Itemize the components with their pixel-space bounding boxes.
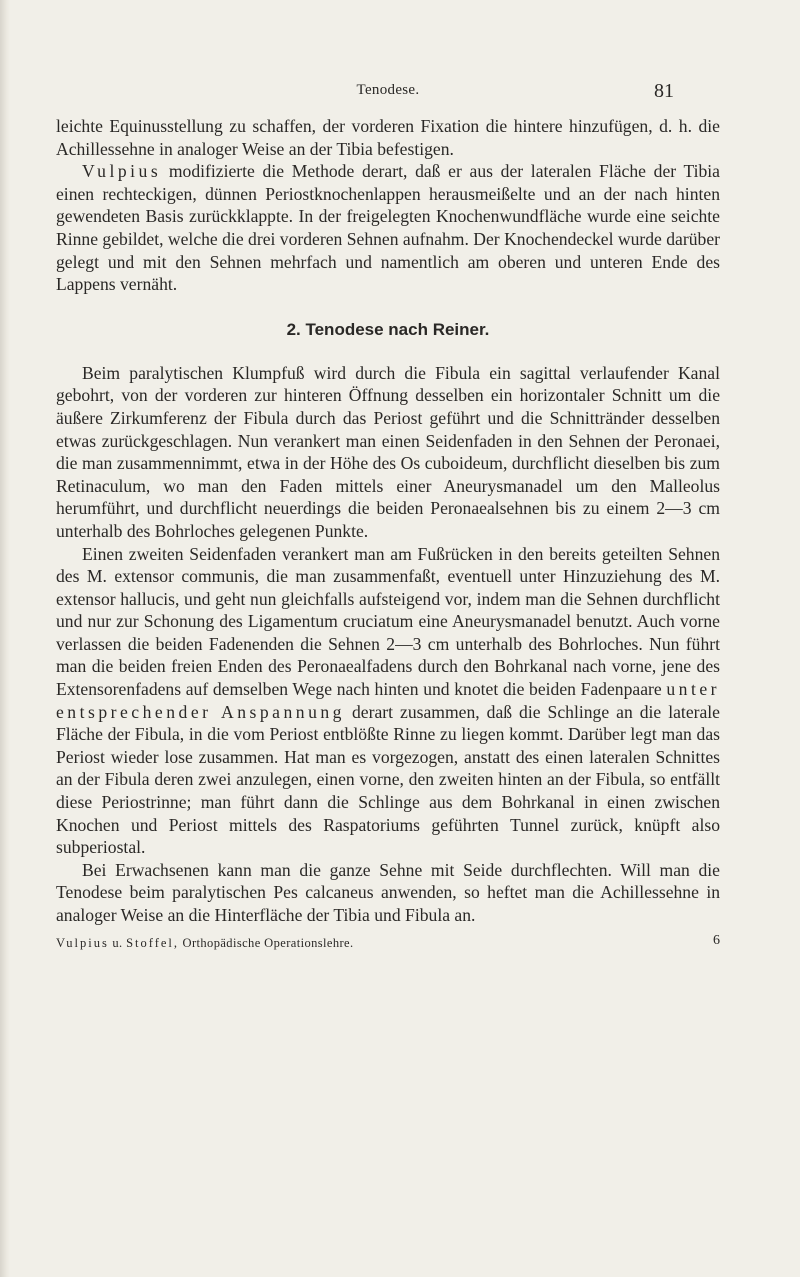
signature-mark: 6 xyxy=(713,932,720,948)
section-heading: 2. Tenodese nach Reiner. xyxy=(286,319,490,339)
emphasized-phrase: unter entsprechender Anspannung xyxy=(56,679,720,722)
page-body xyxy=(56,115,720,953)
footer-author-1: Vulpius xyxy=(56,935,109,950)
page-edge-shadow xyxy=(0,0,10,1277)
footer-connector: u. xyxy=(112,935,123,950)
paragraph-text-after: derart zusammen, daß die Schlinge an die laterale Fläche der Fibula, in die vom Periost entblößte Rinne zu liegen kommt. Darüber legt man das Periost wieder lose zusammen. Hat man es vorgezogen, anstatt des einen lateralen Schnittes an der Fibula deren zwei anzulegen, einen vorne, den zweiten hinten an der Fibula, so entfällt diese Periostrinne; man führt dann die Schlinge aus dem Bohrkanal in einen zwischen Knochen und Periost mittels des Raspatoriums geführten Tunnel zurück, knüpft also subperiostal. xyxy=(56,701,720,858)
running-title: Tenodese. xyxy=(356,82,420,98)
paragraph-adults: Bei Erwachsenen kann man die ganze Sehne mit Seide durchflechten. Will man die Tenodese beim paralytischen Pes calcaneus anwenden, so heftet man die Achillessehne in analoger Weise an die Hinterfläche der Tibia und Fibula an. xyxy=(56,859,720,925)
paragraph-continuation: leichte Equinusstellung zu schaffen, der vorderen Fixation die hintere hinzufügen, d. h. die Achillessehne in analoger Weise an der Tibia befestigen. xyxy=(56,116,720,159)
paragraph-text: modifizierte die Methode derart, daß er aus der lateralen Fläche der Tibia einen rechteckigen, dünnen Periostknochenlappen herausmeißelte und an der nach hinten gewendeten Basis zurückklappte. In der freigelegten Knochenwundfläche wurde eine seichte Rinne gebildet, welche die drei vorderen Sehnen aufnahm. Der Knochendeckel wurde darüber gelegt und mit den Sehnen mehrfach und namentlich am oberen und unteren Ende des Lappens vernäht. xyxy=(56,161,720,295)
page-number: 81 xyxy=(654,80,674,102)
paragraph-procedure: Beim paralytischen Klumpfuß wird durch die Fibula ein sagittal verlaufender Kanal gebohrt, von der vorderen zur hinteren Öffnung desselben ein horizontaler Schnitt um die äußere Zirkumferenz der Fibula durch das Periost geführt und die Schnittränder desselben etwas zurückgeschlagen. Nun verankert man einen Seidenfaden in den Sehnen der Peronaei, die man zusammennimmt, etwa in der Höhe des Os cuboideum, durchflicht dieselben bis zum Retinaculum, wo man den Faden mittels einer Aneurysmanadel um den Malleolus herumführt, und durchflicht neuerdings die beiden Peronaealsehnen bis zu einem 2—3 cm unterhalb des Bohrloches gelegenen Punkte. xyxy=(56,362,720,541)
footer-author-2: Stoffel, xyxy=(126,935,180,950)
paragraph-text-before: Einen zweiten Seidenfaden verankert man am Fußrücken in den bereits geteilten Sehnen des M. extensor communis, die man zusammenfaßt, eventuell unter Hinzuziehung des M. extensor hallucis, und geht nun gleichfalls aufsteigend vor, indem man die Sehnen durchflicht und nur zur Schonung des Ligamentum cruciatum eine Aneurysmanadel benutzt. Auch vorne verlassen die beiden Fadenenden die Sehnen 2—3 cm unterhalb des Bohrloches. Nun führt man die beiden freien Enden des Peronaealfadens durch den Bohrkanal nach vorne, jene des Extensorenfadens auf demselben Wege nach hinten und knotet die beiden Fadenpaare xyxy=(56,543,720,700)
author-name: Vulpius xyxy=(82,161,162,182)
paragraph-second-thread xyxy=(56,543,720,859)
footer-book-title: Orthopädische Operationslehre. xyxy=(182,935,354,950)
page-footer xyxy=(56,933,720,953)
page-header xyxy=(0,82,800,106)
paragraph-vulpius xyxy=(56,160,720,296)
footer-citation xyxy=(56,936,354,951)
